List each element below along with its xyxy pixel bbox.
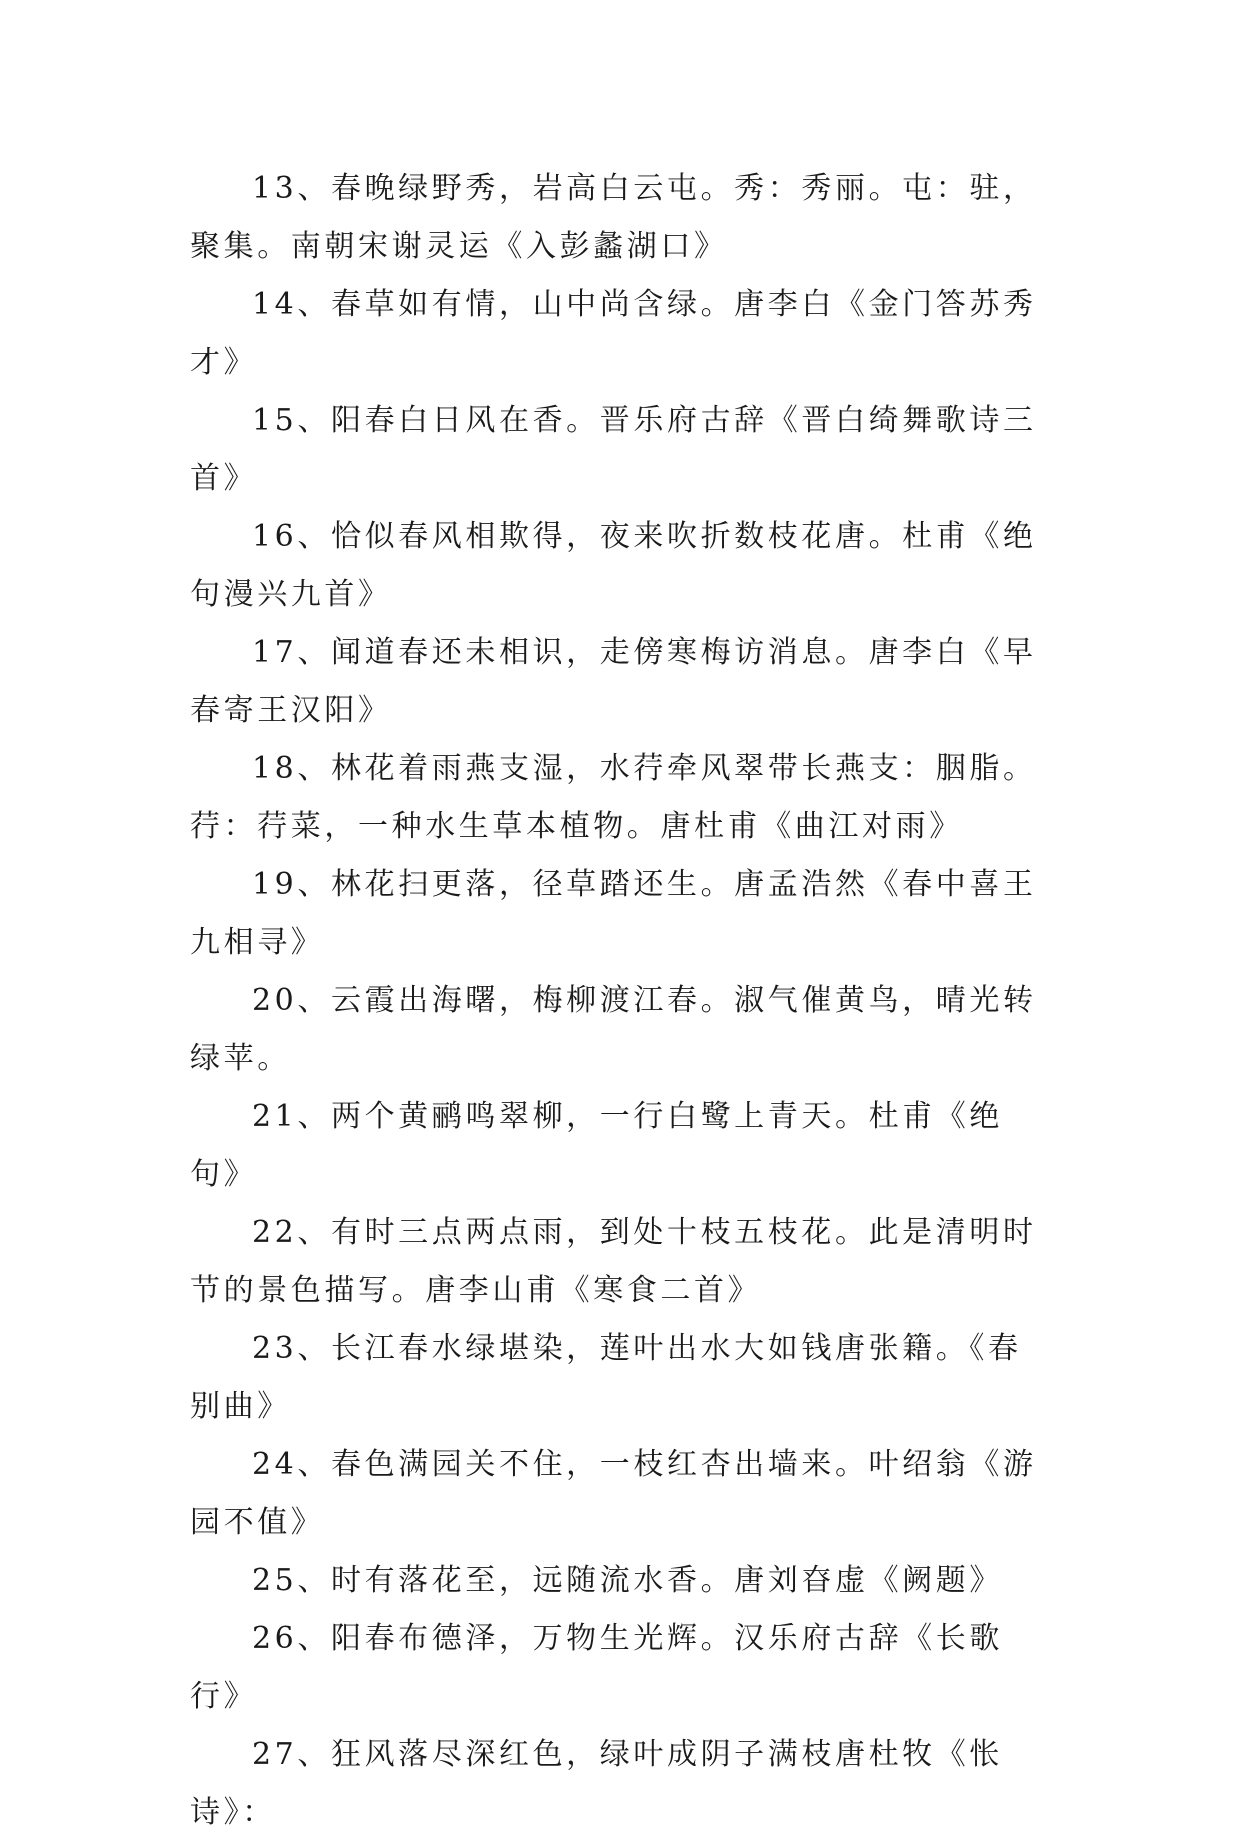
- poem-line-16: 16、恰似春风相欺得，夜来吹折数枝花唐。杜甫《绝句漫兴九首》: [190, 519, 1037, 612]
- poem-line-13: 13、春晚绿野秀，岩高白云屯。秀：秀丽。屯：驻，聚集。南朝宋谢灵运《入彭蠡湖口》: [190, 171, 1037, 264]
- poem-line-24: 24、春色满园关不住，一枝红杏出墙来。叶绍翁《游园不值》: [190, 1447, 1037, 1540]
- poem-line-23: 23、长江春水绿堪染，莲叶出水大如钱唐张籍。《春别曲》: [190, 1331, 1022, 1424]
- poem-line-26: 26、阳春布德泽，万物生光辉。汉乐府古辞《长歌行》: [190, 1621, 1003, 1714]
- poem-line-21: 21、两个黄鹂鸣翠柳，一行白鹭上青天。杜甫《绝句》: [190, 1099, 1003, 1192]
- poem-line-14: 14、春草如有情，山中尚含绿。唐李白《金门答苏秀才》: [190, 287, 1037, 380]
- poem-line-27: 27、狂风落尽深红色，绿叶成阴子满枝唐杜牧《怅诗》：: [190, 1737, 1003, 1830]
- poem-line-15: 15、阳春白日风在香。晋乐府古辞《晋白绮舞歌诗三首》: [190, 403, 1037, 496]
- poem-line-22: 22、有时三点两点雨，到处十枝五枝花。此是清明时节的景色描写。唐李山甫《寒食二首》: [190, 1215, 1037, 1308]
- poem-line-20: 20、云霞出海曙，梅柳渡江春。淑气催黄鸟，晴光转绿苹。: [190, 983, 1037, 1076]
- poem-line-18: 18、林花着雨燕支湿，水荇牵风翠带长燕支：胭脂。荇：荇菜，一种水生草本植物。唐杜甫《曲江对雨》: [190, 751, 1037, 844]
- document-body: [190, 160, 1050, 1842]
- poem-line-17: 17、闻道春还未相识，走傍寒梅访消息。唐李白《早春寄王汉阳》: [190, 635, 1037, 728]
- poem-line-19: 19、林花扫更落，径草踏还生。唐孟浩然《春中喜王九相寻》: [190, 867, 1037, 960]
- poem-line-25: 25、时有落花至，远随流水香。唐刘昚虚《阙题》: [252, 1563, 1003, 1598]
